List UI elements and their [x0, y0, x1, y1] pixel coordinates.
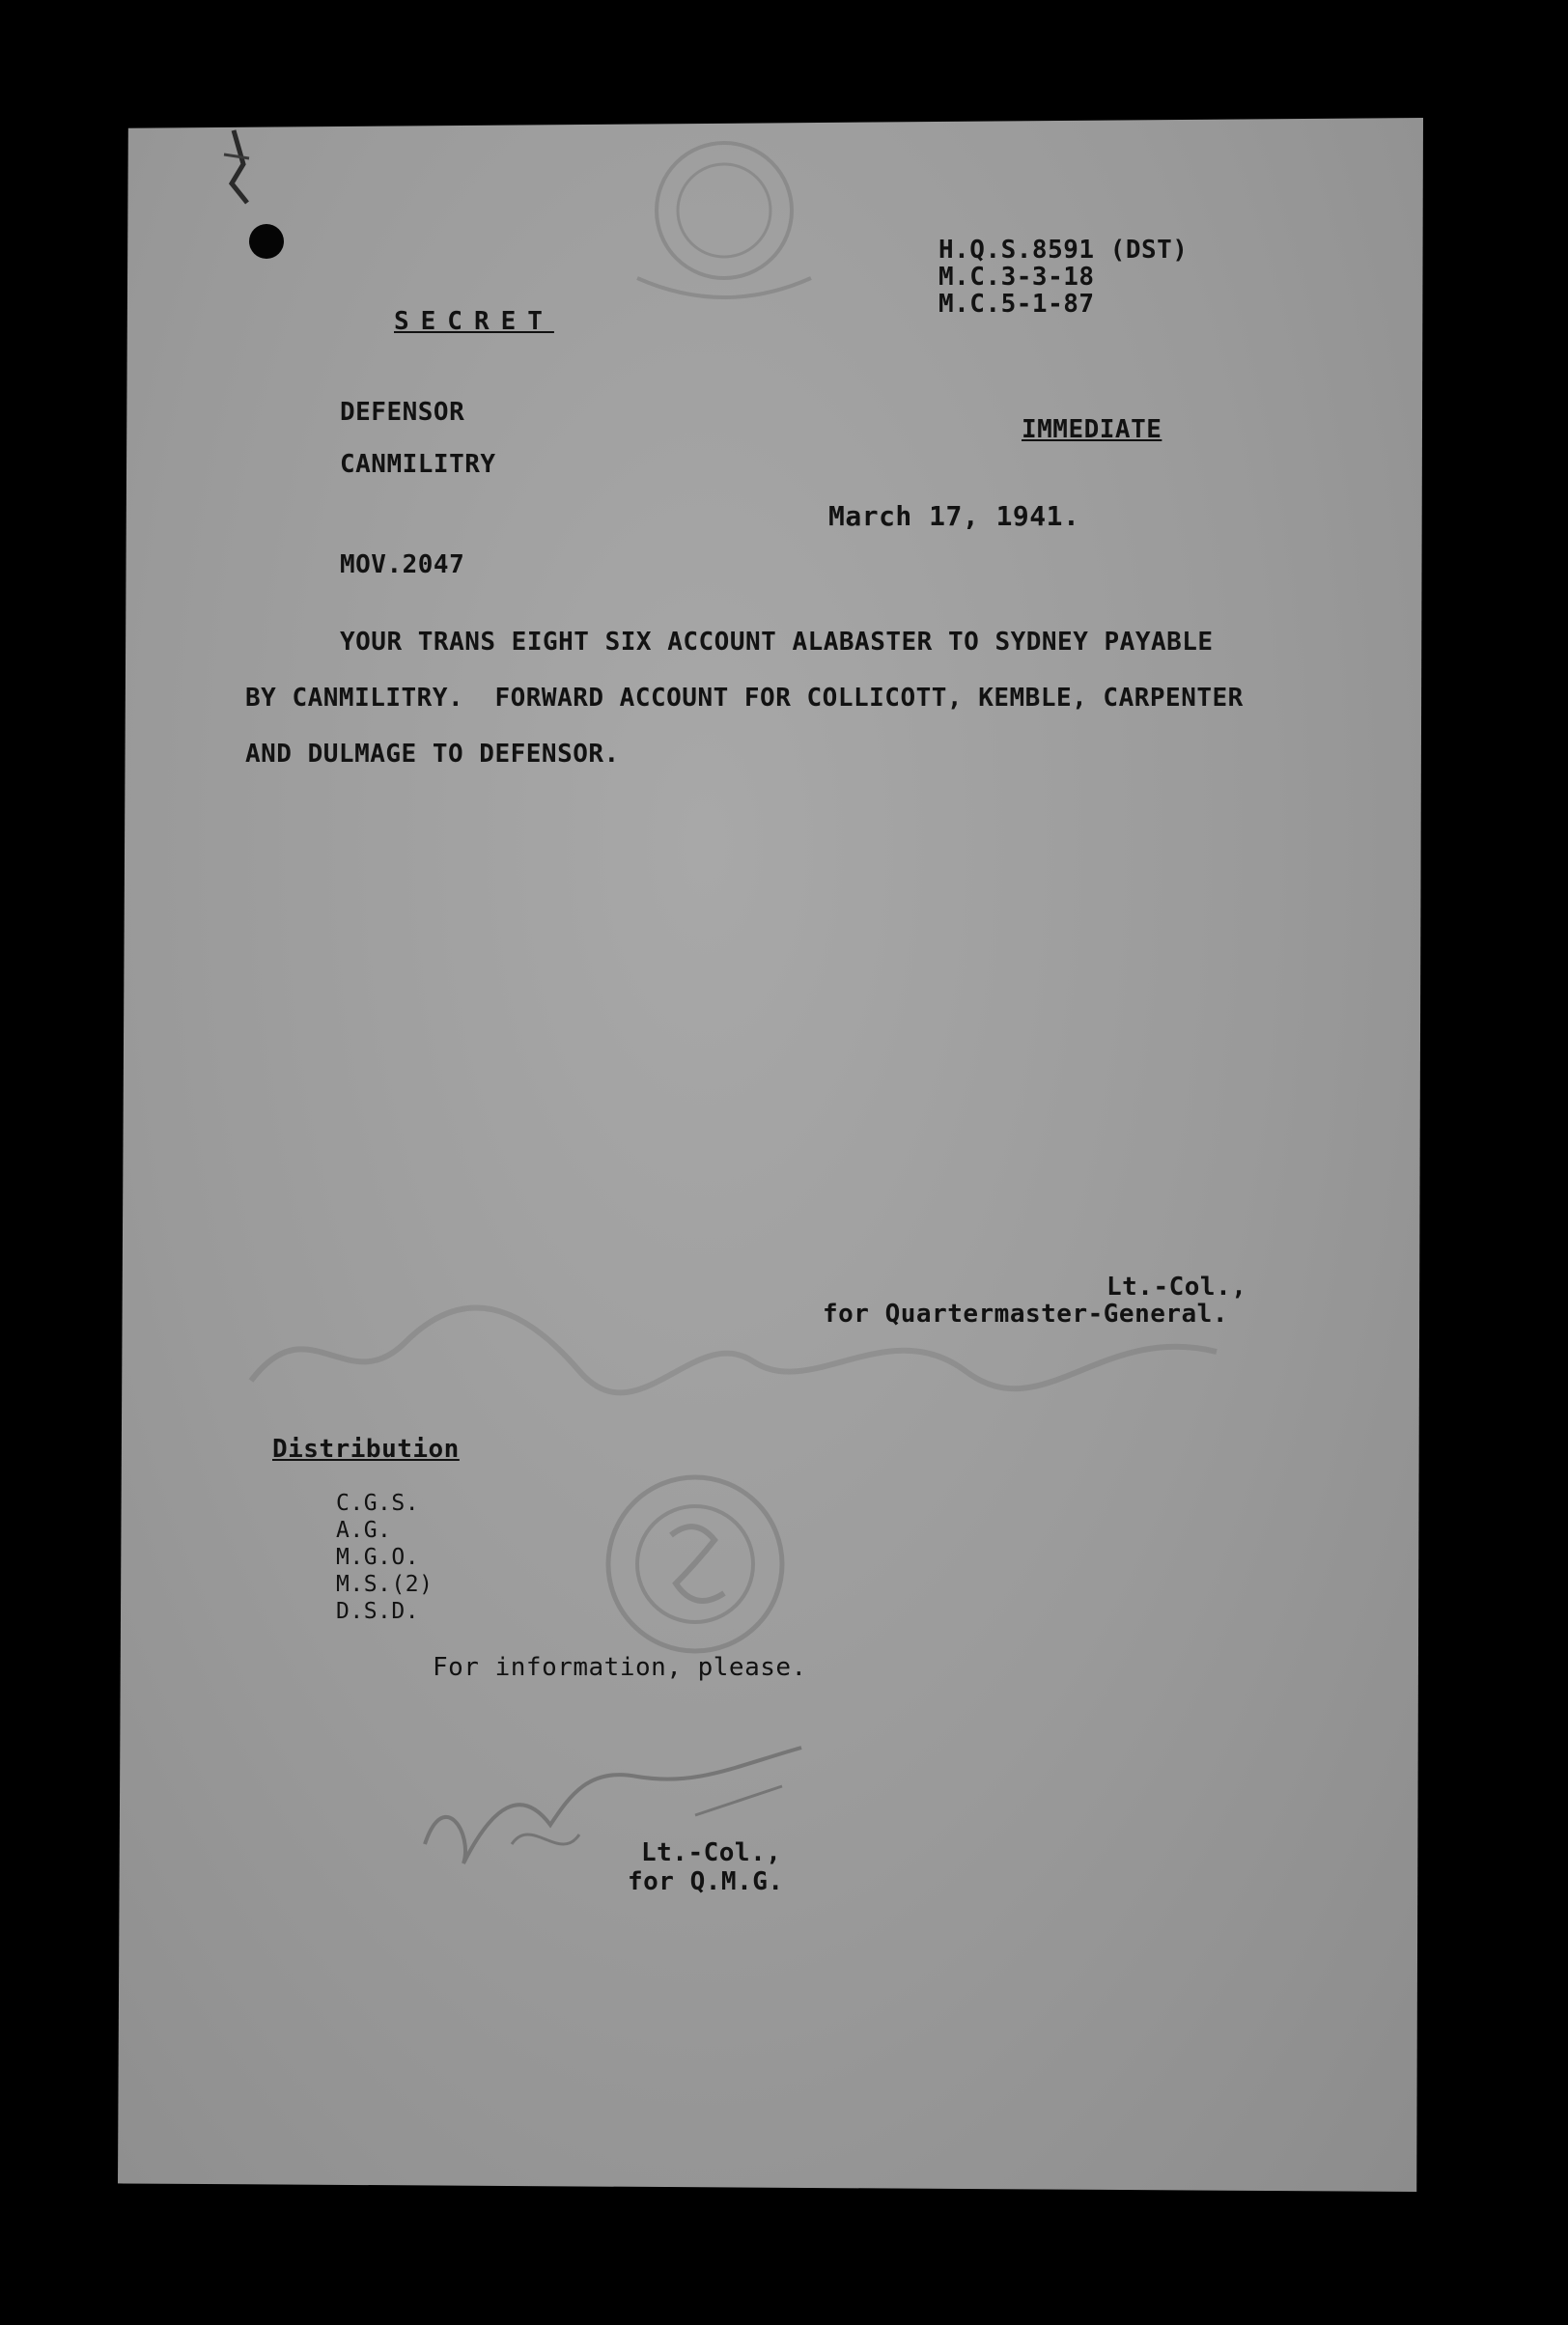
reference-line-1: H.Q.S.8591 (DST) — [938, 236, 1189, 265]
reference-line-2: M.C.3-3-18 — [938, 263, 1095, 292]
addressee-1: DEFENSOR — [340, 398, 465, 427]
classification-heading: SECRET — [394, 307, 554, 336]
body-line-3: AND DULMAGE TO DEFENSOR. — [245, 740, 620, 769]
faint-seal-stamp-top — [579, 124, 869, 336]
distribution-item-5: D.S.D. — [336, 1599, 420, 1624]
distribution-heading: Distribution — [272, 1435, 460, 1464]
body-line-1: YOUR TRANS EIGHT SIX ACCOUNT ALABASTER TO SYDNEY PAYABLE — [340, 628, 1214, 657]
distribution-item-1: C.G.S. — [336, 1491, 420, 1516]
signature-2-rank: Lt.-Col., — [641, 1838, 782, 1867]
signature-1-office: for Quartermaster-General. — [823, 1300, 1228, 1329]
distribution-item-3: M.G.O. — [336, 1545, 420, 1570]
signature-2-office: for Q.M.G. — [628, 1867, 784, 1896]
reference-line-3: M.C.5-1-87 — [938, 290, 1095, 319]
distribution-note: For information, please. — [433, 1653, 807, 1682]
signature-1-rank: Lt.-Col., — [1106, 1273, 1247, 1302]
priority-marker: IMMEDIATE — [1022, 415, 1162, 444]
distribution-item-2: A.G. — [336, 1518, 392, 1543]
addressee-2: CANMILITRY — [340, 450, 496, 479]
distribution-item-4: M.S.(2) — [336, 1572, 434, 1597]
message-date: March 17, 1941. — [828, 500, 1080, 532]
clip-mark — [214, 126, 272, 222]
message-ref: MOV.2047 — [340, 550, 465, 579]
body-line-2: BY CANMILITRY. FORWARD ACCOUNT FOR COLLICOTT, KEMBLE, CARPENTER — [245, 684, 1244, 713]
punch-hole — [249, 224, 284, 259]
